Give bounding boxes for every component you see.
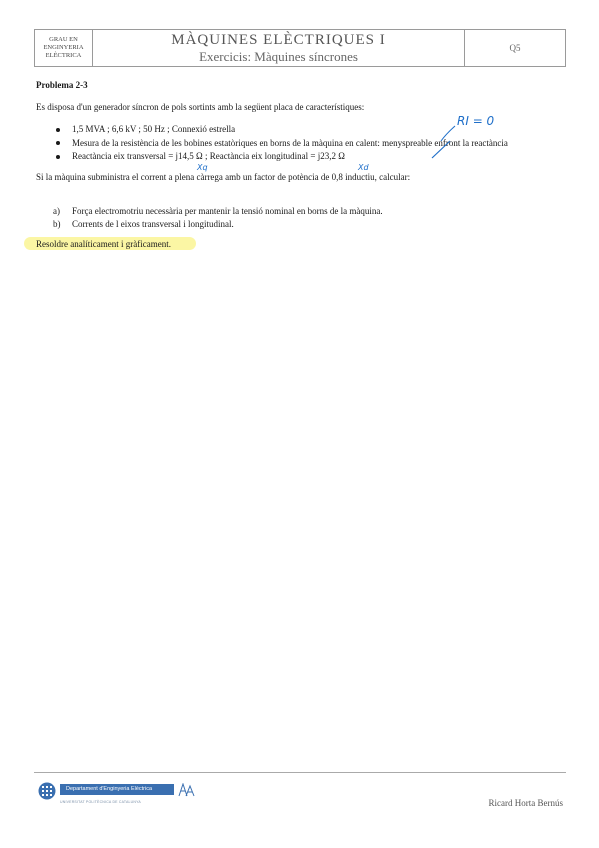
degree-line-2: ENGINYERIA xyxy=(43,44,84,51)
author-name: Ricard Horta Bernús xyxy=(488,798,563,808)
task-marker: b) xyxy=(53,218,61,229)
annotation-xd: Xd xyxy=(358,163,369,172)
characteristic-item: 1,5 MVA ; 6,6 kV ; 50 Hz ; Connexió estrella xyxy=(36,124,508,138)
upc-logo-icon xyxy=(38,782,56,800)
semester-code: Q5 xyxy=(509,43,521,53)
annotation-ri: RI = 0 xyxy=(457,114,495,128)
task-text: Força electromotriu necessària per mantenir la tensió nominal en borns de la màquina. xyxy=(72,206,383,216)
footer-divider xyxy=(34,772,566,773)
problem-question: Si la màquina subministra el corrent a plena càrrega amb un factor de potència de 0,8 inductiu, calcular: xyxy=(36,172,411,182)
annotation-arrow xyxy=(441,126,455,141)
task-text: Corrents de l eixos transversal i longitudinal. xyxy=(72,218,234,229)
degree-line-1: GRAU EN xyxy=(49,36,78,43)
tower-icon xyxy=(177,783,195,797)
task-marker: a) xyxy=(53,206,60,216)
characteristic-item: Reactància eix transversal = j14,5 Ω ; Reactància eix longitudinal = j23,2 Ω xyxy=(36,151,508,165)
course-title: MÀQUINES ELÈCTRIQUES I xyxy=(171,31,386,48)
problem-intro: Es disposa d'un generador síncron de pols sortints amb la següent placa de característiques: xyxy=(36,102,365,112)
solve-note: Resoldre analíticament i gràficament. xyxy=(36,239,171,249)
problem-title: Problema 2-3 xyxy=(36,80,88,90)
university-name: UNIVERSITAT POLITÈCNICA DE CATALUNYA xyxy=(60,800,141,804)
course-subtitle: Exercicis: Màquines síncrones xyxy=(199,48,358,64)
annotation-xq: Xq xyxy=(197,163,208,172)
degree-line-3: ELÈCTRICA xyxy=(45,52,82,59)
characteristic-item: Mesura de la resistència de les bobines estatòriques en borns de la màquina en calent: menyspreable enfront la reactància xyxy=(36,138,508,152)
department-logo xyxy=(38,781,198,805)
annotation-strike xyxy=(432,141,450,158)
department-banner xyxy=(60,784,174,804)
department-name: Departament d'Enginyeria Elèctrica xyxy=(66,786,153,792)
